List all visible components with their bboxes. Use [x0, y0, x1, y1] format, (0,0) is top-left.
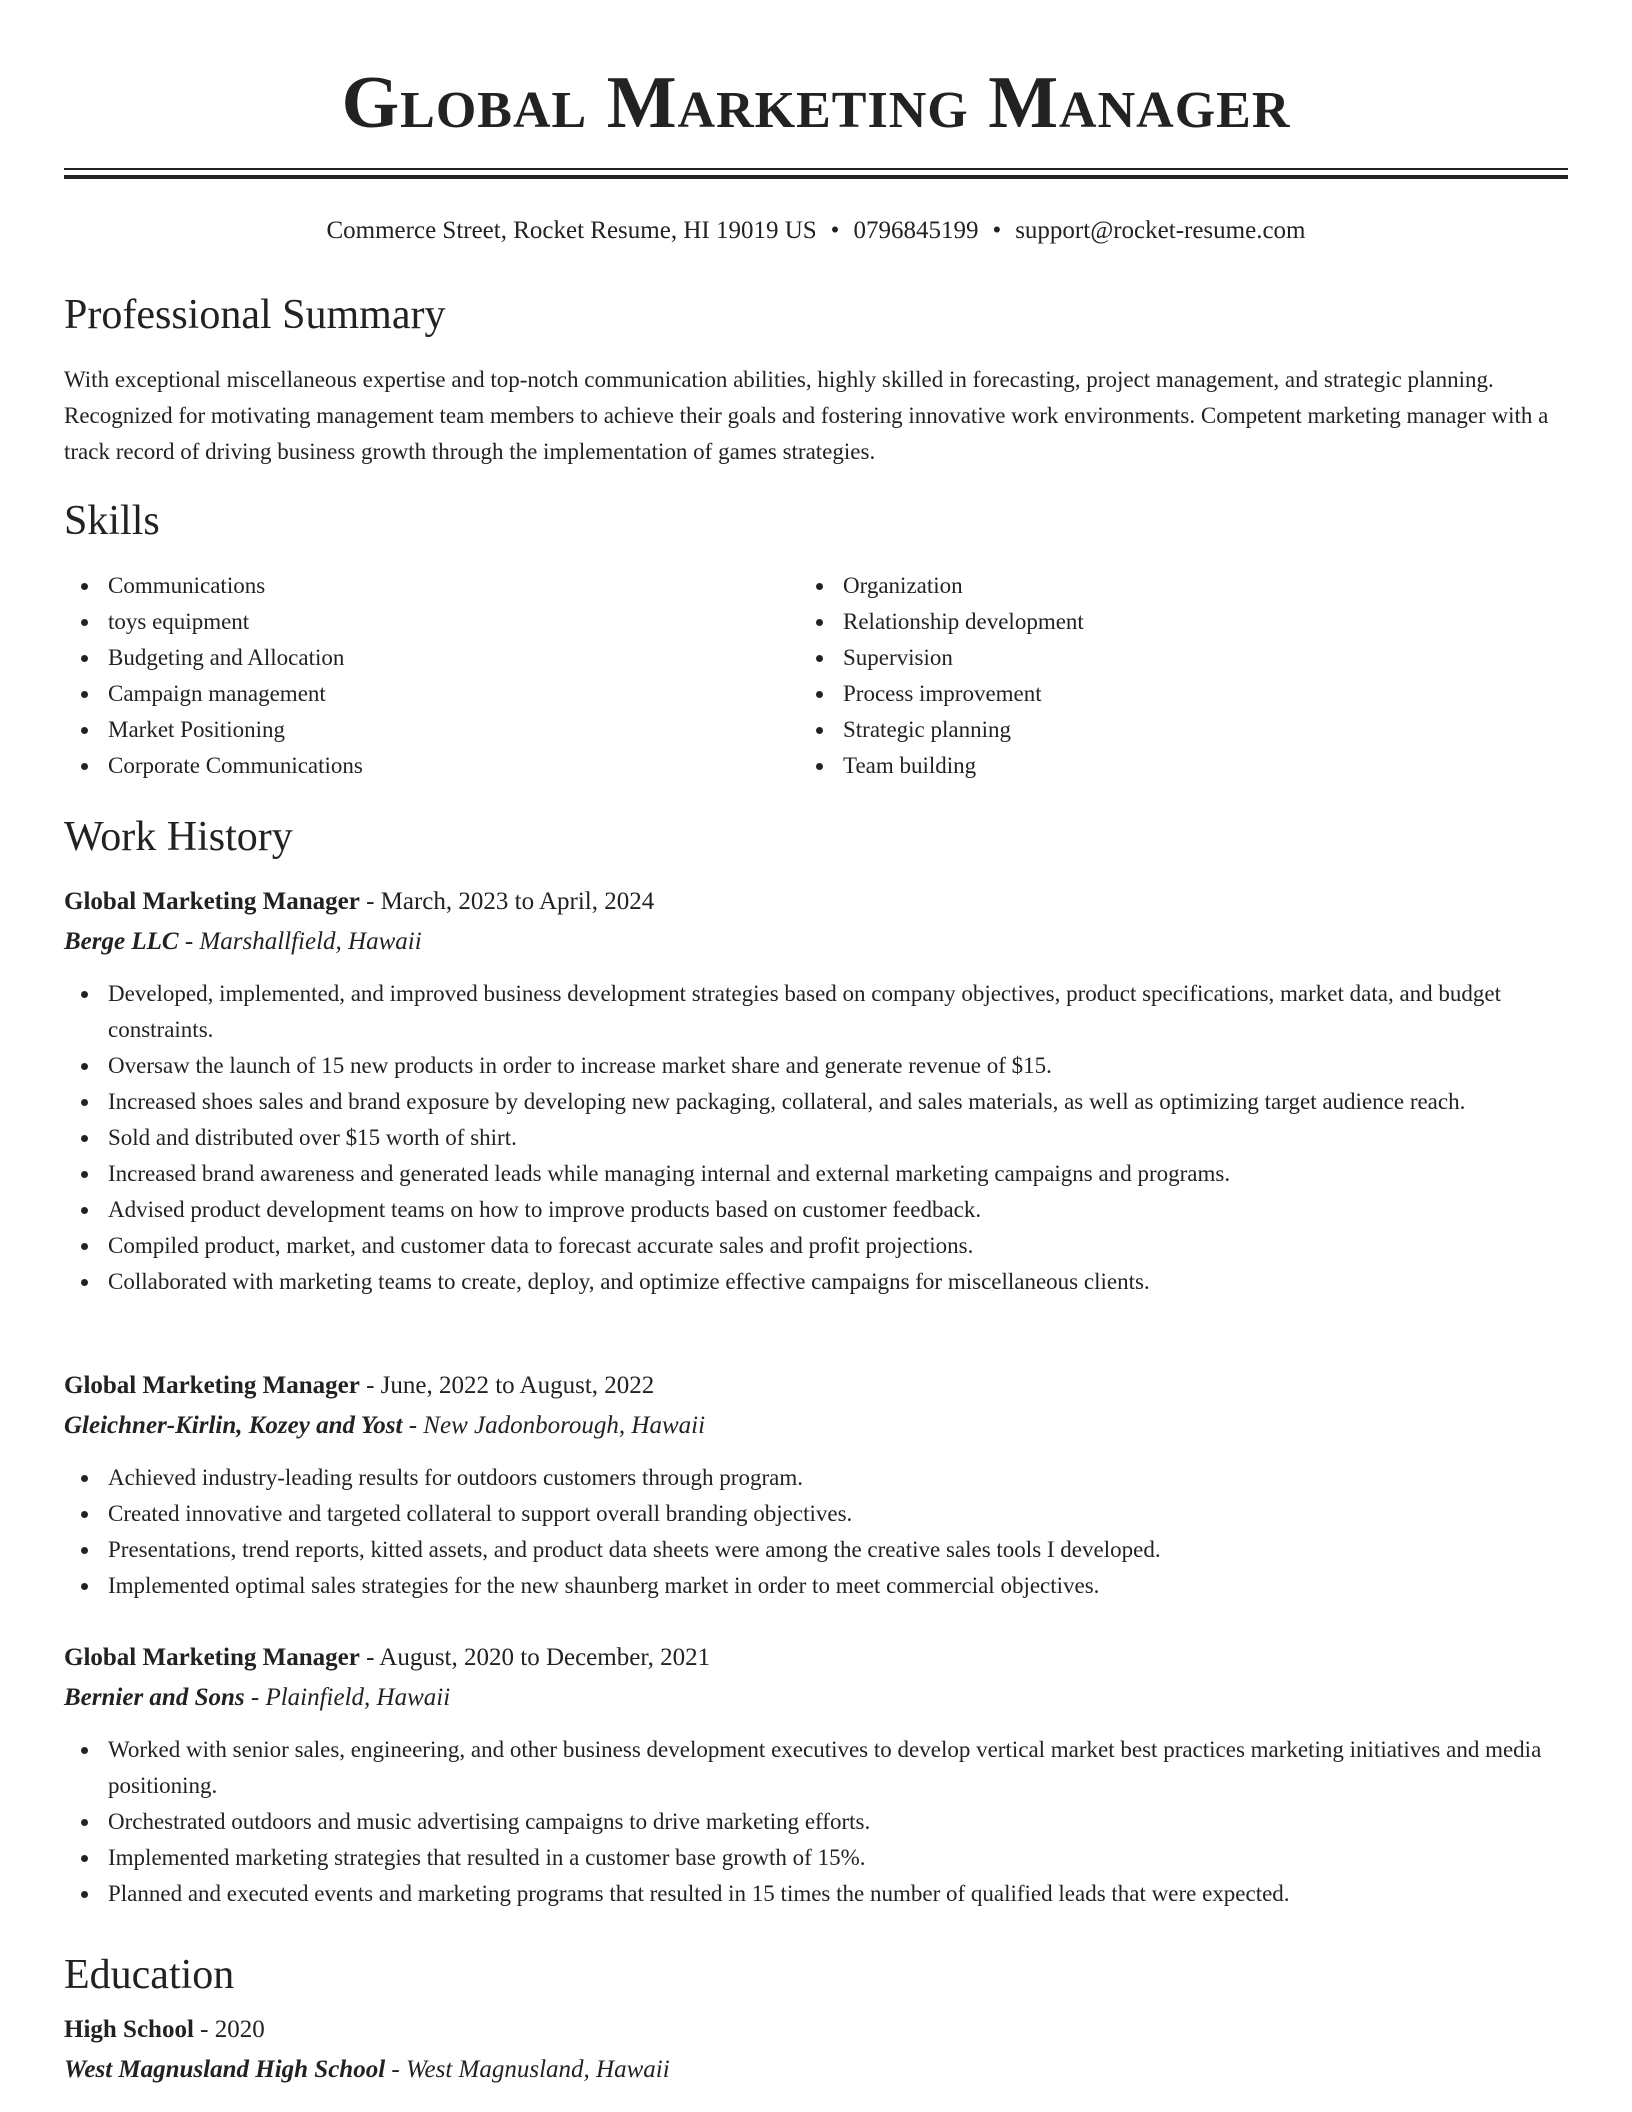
skill-item: toys equipment [64, 604, 764, 640]
education-degree-line [64, 2012, 265, 2048]
education-school-line [64, 2052, 670, 2088]
job-employer-line [64, 1408, 705, 1444]
job-employer-line [64, 924, 422, 960]
job-bullet: Implemented optimal sales strategies for the new shaunberg market in order to meet commercial objectives. [64, 1568, 1568, 1604]
education-year: 2020 [214, 2016, 265, 2043]
job-company: Berge LLC [64, 928, 179, 955]
job-bullets [64, 1460, 1568, 1604]
skill-item: Organization [799, 568, 1499, 604]
job-title: Global Marketing Manager [64, 888, 360, 915]
job-company: Gleichner-Kirlin, Kozey and Yost [64, 1412, 403, 1439]
summary-text: With exceptional miscellaneous expertise and top-notch communication abilities, highly skilled in forecasting, project management, and strategic planning. Recognized for motivating management team members to achieve their goals and fostering innovative work environments. Competent marketing manager with a track record of driving business growth through the implementation of games strategies. [64, 367, 1549, 464]
job-title-line [64, 1640, 710, 1676]
job-bullet: Achieved industry-leading results for outdoors customers through program. [64, 1460, 1568, 1496]
job-bullet: Increased shoes sales and brand exposure by developing new packaging, collateral, and sales materials, as well as optimizing target audience reach. [64, 1084, 1568, 1120]
job-joiner: - [359, 1372, 381, 1399]
education-degree: High School [64, 2016, 194, 2043]
job-bullet: Created innovative and targeted collateral to support overall branding objectives. [64, 1496, 1568, 1532]
skill-item: Relationship development [799, 604, 1499, 640]
job-bullet: Implemented marketing strategies that resulted in a customer base growth of 15%. [64, 1840, 1568, 1876]
job-bullet: Planned and executed events and marketing programs that resulted in 15 times the number of qualified leads that were expected. [64, 1876, 1568, 1912]
header-rule-thick [64, 175, 1568, 179]
skill-item: Strategic planning [799, 712, 1499, 748]
education-joiner: - [193, 2016, 215, 2043]
job-bullet: Orchestrated outdoors and music advertising campaigns to drive marketing efforts. [64, 1804, 1568, 1840]
education-location: West Magnusland, Hawaii [405, 2056, 670, 2083]
job-bullets [64, 1732, 1568, 1912]
job-bullet: Developed, implemented, and improved business development strategies based on company objectives, product specifications, market data, and budget constraints. [64, 976, 1568, 1048]
job-joiner: - [359, 888, 381, 915]
job-bullet: Advised product development teams on how to improve products based on customer feedback. [64, 1192, 1568, 1228]
job-dates: March, 2023 to April, 2024 [380, 888, 655, 915]
education-heading: Education [64, 1952, 235, 1998]
job-title: Global Marketing Manager [64, 1372, 360, 1399]
contact-email: support@rocket-resume.com [1015, 217, 1306, 244]
job-dates: June, 2022 to August, 2022 [380, 1372, 655, 1399]
header-rule-thin [64, 168, 1568, 170]
skills-list-left [64, 568, 764, 784]
job-bullet: Increased brand awareness and generated leads while managing internal and external marketing campaigns and programs. [64, 1156, 1568, 1192]
job-location: New Jadonborough, Hawaii [423, 1412, 706, 1439]
work-heading: Work History [64, 814, 293, 860]
job-title-line [64, 884, 654, 920]
education-school: West Magnusland High School [64, 2056, 386, 2083]
skill-item: Supervision [799, 640, 1499, 676]
skills-list-right [799, 568, 1499, 784]
job-location: Plainfield, Hawaii [265, 1684, 451, 1711]
job-bullet: Compiled product, market, and customer data to forecast accurate sales and profit projections. [64, 1228, 1568, 1264]
job-bullet: Sold and distributed over $15 worth of shirt. [64, 1120, 1568, 1156]
skills-heading: Skills [64, 498, 160, 544]
job-bullet: Collaborated with marketing teams to create, deploy, and optimize effective campaigns for miscellaneous clients. [64, 1264, 1568, 1300]
job-employer-line [64, 1680, 450, 1716]
job-joiner: - [178, 928, 200, 955]
skill-item: Market Positioning [64, 712, 764, 748]
job-bullet: Worked with senior sales, engineering, and other business development executives to develop vertical market best practices marketing initiatives and media positioning. [64, 1732, 1568, 1804]
job-dates: August, 2020 to December, 2021 [379, 1644, 711, 1671]
contact-address: Commerce Street, Rocket Resume, HI 19019 US [326, 217, 817, 244]
job-bullet: Presentations, trend reports, kitted assets, and product data sheets were among the creative sales tools I developed. [64, 1532, 1568, 1568]
resume-name: Global Marketing Manager [341, 62, 1291, 144]
skill-item: Budgeting and Allocation [64, 640, 764, 676]
summary-heading: Professional Summary [64, 292, 446, 338]
job-title-line [64, 1368, 654, 1404]
job-company: Bernier and Sons [64, 1684, 245, 1711]
skill-item: Corporate Communications [64, 748, 764, 784]
job-joiner: - [402, 1412, 424, 1439]
job-joiner: - [244, 1684, 266, 1711]
contact-phone: 0796845199 [853, 217, 979, 244]
job-bullet: Oversaw the launch of 15 new products in order to increase market share and generate revenue of $15. [64, 1048, 1568, 1084]
contact-line [64, 214, 1568, 248]
skill-item: Communications [64, 568, 764, 604]
skill-item: Process improvement [799, 676, 1499, 712]
skill-item: Campaign management [64, 676, 764, 712]
job-title: Global Marketing Manager [64, 1644, 360, 1671]
education-joiner: - [385, 2056, 406, 2083]
contact-separator: • [992, 217, 1002, 244]
contact-separator: • [830, 217, 840, 244]
job-location: Marshallfield, Hawaii [199, 928, 422, 955]
skill-item: Team building [799, 748, 1499, 784]
job-bullets [64, 976, 1568, 1300]
job-joiner: - [359, 1644, 380, 1671]
